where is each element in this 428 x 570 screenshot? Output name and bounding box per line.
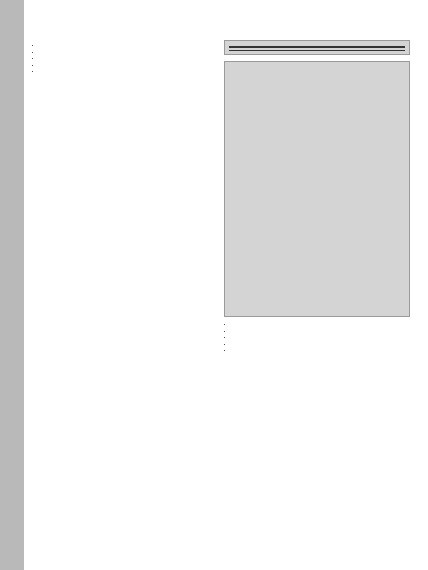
table-2-box xyxy=(224,40,410,55)
unit-header xyxy=(380,47,405,48)
composition-list xyxy=(32,42,214,75)
page-margin-band xyxy=(0,0,24,570)
unit-header xyxy=(254,47,279,48)
unit-header xyxy=(229,47,254,48)
list-item xyxy=(41,68,214,75)
melting-range-diagram xyxy=(225,62,411,316)
factor-list xyxy=(224,321,410,354)
unit-header xyxy=(304,47,329,48)
unit-header xyxy=(279,47,304,48)
right-column xyxy=(224,40,410,354)
unit-header xyxy=(330,47,355,48)
right-text xyxy=(224,321,410,354)
list-item xyxy=(233,347,410,354)
composition-table xyxy=(229,46,405,48)
left-column xyxy=(32,40,214,75)
table-footnotes xyxy=(229,50,405,52)
table-units-row xyxy=(229,47,405,48)
figure-1-box xyxy=(224,61,410,317)
unit-header xyxy=(355,47,380,48)
